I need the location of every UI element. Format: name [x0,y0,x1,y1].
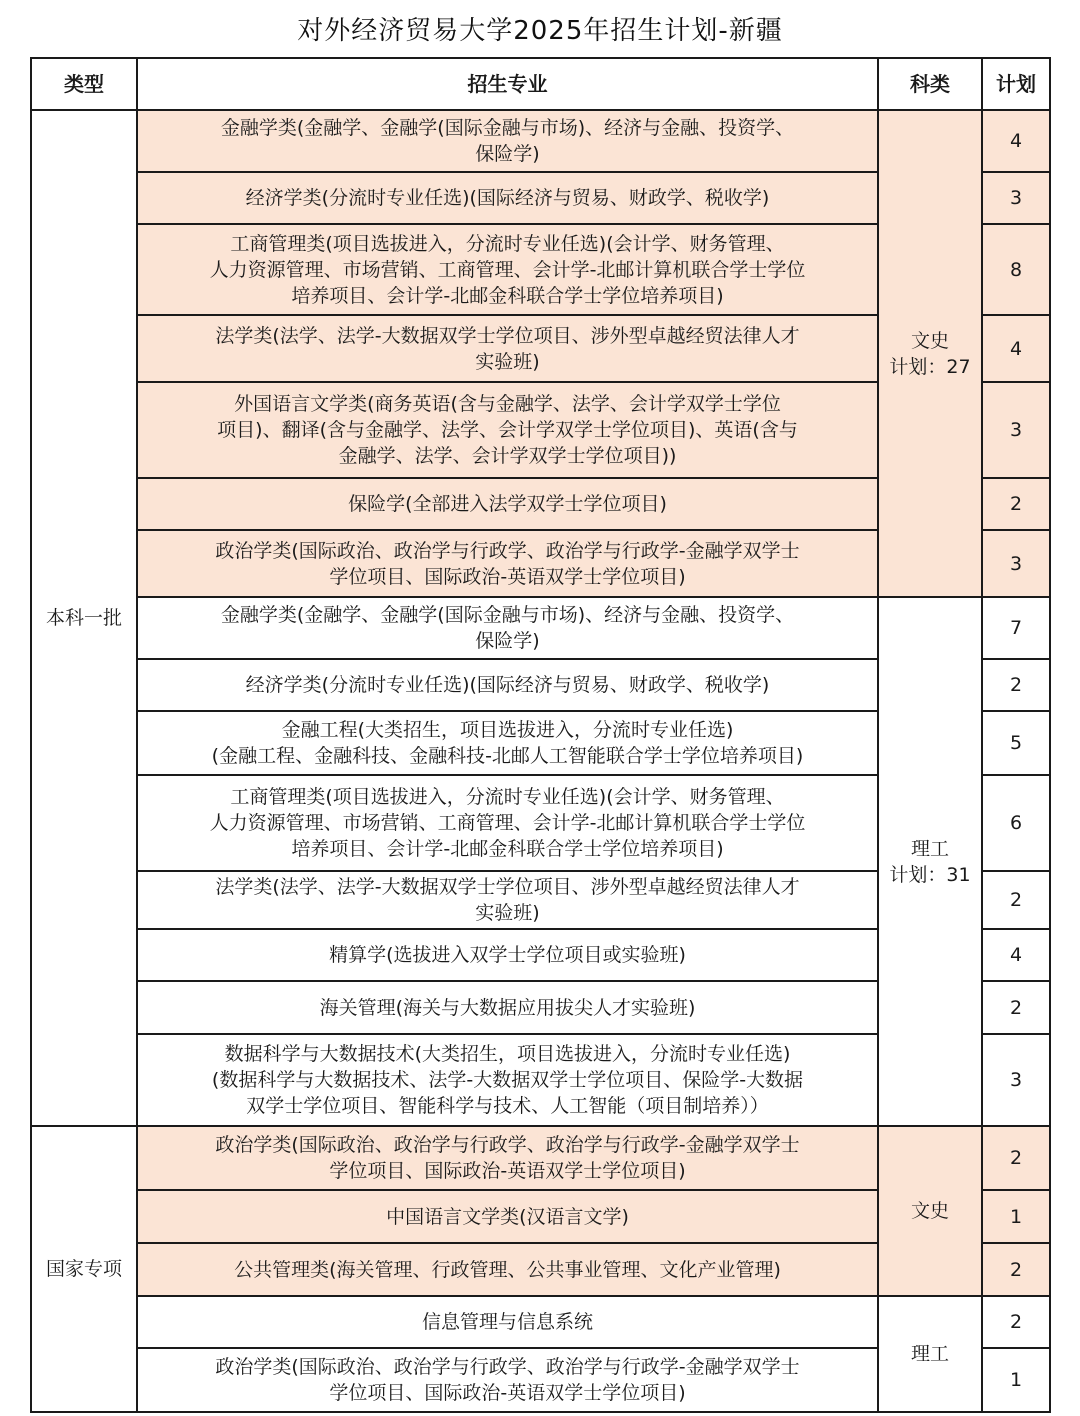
major-line: 工商管理类(项目选拔进入，分流时专业任选)(会计学、财务管理、 [230,232,785,255]
major-cell [137,711,878,775]
major-cell [137,1126,878,1190]
major-cell [137,478,878,530]
subject-cell [878,1126,982,1296]
subject-label: 文史 [910,1200,949,1222]
major-line: 实验班) [475,902,540,924]
header-subject: 科类 [878,58,982,110]
major-line: (数据科学与大数据技术、法学-大数据双学士学位项目、保险学-大数据 [211,1069,804,1091]
plan-cell: 4 [982,315,1050,382]
plan-cell: 2 [982,1243,1050,1296]
major-line: 法学类(法学、法学-大数据双学士学位项目、涉外型卓越经贸法律人才 [215,324,800,347]
major-line: 人力资源管理、市场营销、工商管理、会计学-北邮计算机联合学士学位 [209,812,806,834]
major-line: 数据科学与大数据技术(大类招生，项目选拔进入，分流时专业任选) [224,1043,791,1065]
major-line: 工商管理类(项目选拔进入，分流时专业任选)(会计学、财务管理、 [230,786,785,808]
major-cell [137,172,878,224]
table-row [31,1126,1050,1190]
major-cell [137,1348,878,1412]
plan-cell: 5 [982,711,1050,775]
major-cell [137,1243,878,1296]
major-line: 信息管理与信息系统 [421,1311,593,1333]
subject-label: 文史 [910,329,949,352]
major-line: 保险学(全部进入法学双学士学位项目) [348,493,667,515]
type-cell: 本科一批 [31,110,137,1126]
major-cell [137,1296,878,1348]
plan-cell: 3 [982,530,1050,597]
major-cell [137,597,878,659]
major-line: 政治学类(国际政治、政治学与行政学、政治学与行政学-金融学双学士 [215,1134,800,1156]
plan-cell: 1 [982,1190,1050,1243]
major-cell [137,871,878,929]
header-plan: 计划 [982,58,1050,110]
major-line: 培养项目、会计学-北邮金科联合学士学位培养项目) [291,284,724,307]
type-cell: 国家专项 [31,1126,137,1412]
table-row [31,110,1050,172]
subject-plan-total: 计划：31 [889,863,971,886]
major-cell [137,1190,878,1243]
plan-cell: 6 [982,775,1050,871]
page-title: 对外经济贸易大学2025年招生计划-新疆 [297,16,783,46]
major-cell [137,382,878,478]
major-line: 双学士学位项目、智能科学与技术、人工智能（项目制培养）） [246,1095,769,1117]
plan-cell: 2 [982,1296,1050,1348]
plan-cell: 4 [982,110,1050,172]
major-line: 保险学) [475,143,540,165]
table-row [31,597,1050,659]
header-major: 招生专业 [137,58,878,110]
major-line: 金融学类(金融学、金融学(国际金融与市场)、经济与金融、投资学、 [220,117,795,139]
plan-cell: 8 [982,224,1050,315]
major-line: 保险学) [475,630,540,652]
subject-plan-total: 计划：27 [889,355,971,378]
major-cell [137,775,878,871]
subject-cell [878,110,982,597]
plan-cell: 3 [982,1034,1050,1126]
major-line: 学位项目、国际政治-英语双学士学位项目) [329,1382,686,1404]
major-cell [137,929,878,981]
major-cell [137,530,878,597]
major-line: 精算学(选拔进入双学士学位项目或实验班) [329,944,686,966]
major-line: 经济学类(分流时专业任选)(国际经济与贸易、财政学、税收学) [245,187,770,209]
major-line: 学位项目、国际政治-英语双学士学位项目) [329,565,686,588]
header-type: 类型 [31,58,137,110]
major-line: 外国语言文学类(商务英语(含与金融学、法学、会计学双学士学位 [234,393,781,415]
plan-cell: 2 [982,1126,1050,1190]
admission-plan-table [30,57,1051,1413]
major-line: 金融学、法学、会计学双学士学位项目)) [338,445,677,467]
major-line: 培养项目、会计学-北邮金科联合学士学位培养项目) [291,838,724,860]
major-cell [137,981,878,1034]
major-cell [137,1034,878,1126]
plan-cell: 4 [982,929,1050,981]
plan-cell: 7 [982,597,1050,659]
major-cell [137,315,878,382]
major-line: 中国语言文学类(汉语言文学) [386,1205,629,1228]
major-line: 学位项目、国际政治-英语双学士学位项目) [329,1160,686,1182]
major-line: 政治学类(国际政治、政治学与行政学、政治学与行政学-金融学双学士 [215,1356,800,1378]
major-line: 公共管理类(海关管理、行政管理、公共事业管理、文化产业管理) [234,1258,781,1281]
plan-cell: 3 [982,172,1050,224]
major-line: 政治学类(国际政治、政治学与行政学、政治学与行政学-金融学双学士 [215,539,800,562]
plan-cell: 3 [982,382,1050,478]
major-line: 经济学类(分流时专业任选)(国际经济与贸易、财政学、税收学) [245,674,770,696]
subject-label: 理工 [910,837,949,860]
major-line: 金融学类(金融学、金融学(国际金融与市场)、经济与金融、投资学、 [220,604,795,626]
plan-cell: 2 [982,478,1050,530]
major-cell [137,110,878,172]
major-line: 人力资源管理、市场营销、工商管理、会计学-北邮计算机联合学士学位 [209,258,806,281]
plan-cell: 2 [982,659,1050,711]
plan-cell: 1 [982,1348,1050,1412]
plan-cell: 2 [982,981,1050,1034]
major-line: 法学类(法学、法学-大数据双学士学位项目、涉外型卓越经贸法律人才 [215,876,800,898]
major-line: 金融工程(大类招生，项目选拔进入，分流时专业任选) [281,719,734,741]
subject-label: 理工 [910,1343,949,1365]
major-line: 项目)、翻译(含与金融学、法学、会计学双学士学位项目)、英语(含与 [217,419,798,441]
major-cell [137,659,878,711]
subject-cell [878,597,982,1126]
major-line: (金融工程、金融科技、金融科技-北邮人工智能联合学士学位培养项目) [211,745,804,767]
major-line: 海关管理(海关与大数据应用拔尖人才实验班) [319,996,696,1019]
major-cell [137,224,878,315]
header-row [31,58,1050,110]
subject-cell [878,1296,982,1412]
table-row [31,1296,1050,1348]
major-line: 实验班) [475,350,540,373]
table-body [31,110,1050,1412]
plan-cell: 2 [982,871,1050,929]
